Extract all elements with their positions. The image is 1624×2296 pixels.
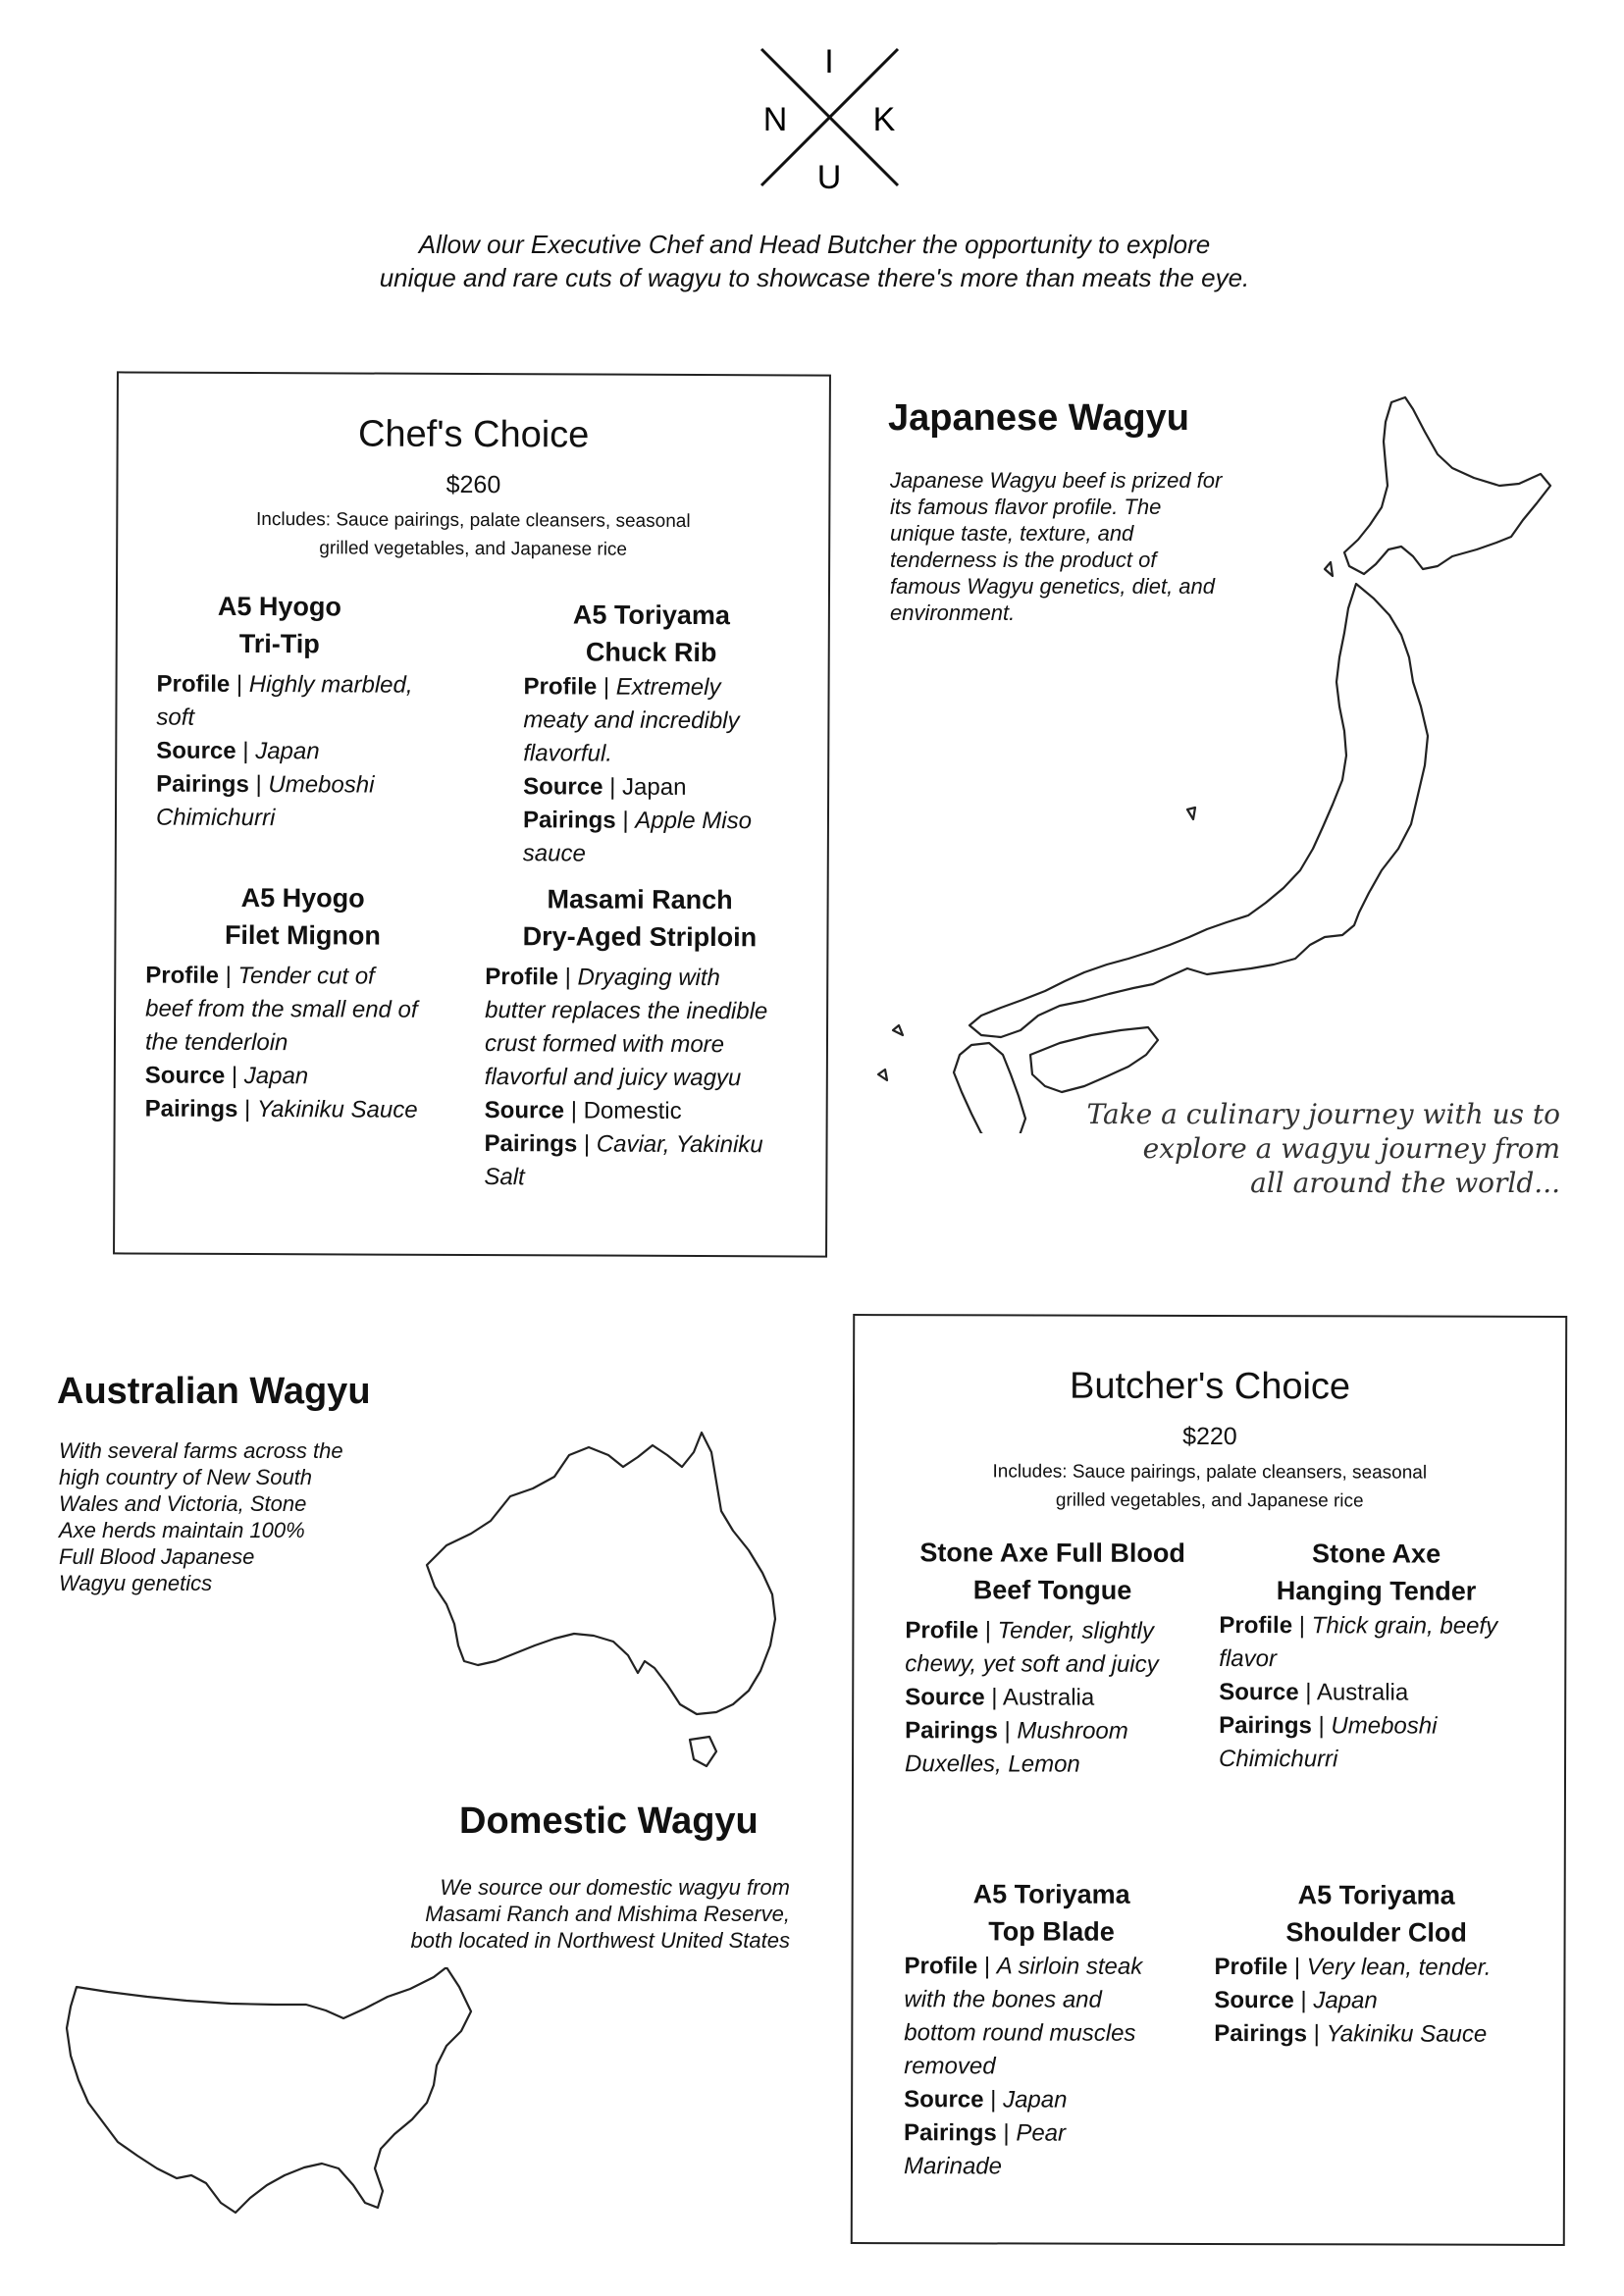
- item-source: Source | Japan: [144, 1062, 309, 1090]
- item-profile: Profile | A sirloin steak with the bones and bottom round muscles removed: [904, 1953, 1143, 2080]
- menu-item: [1214, 1876, 1552, 2052]
- item-name: Stone Axe Hanging Tender: [1276, 1539, 1477, 1606]
- item-name: Masami Ranch Dry-Aged Striploin: [522, 884, 758, 953]
- item-source: Source | Domestic: [484, 1097, 682, 1124]
- item-pairings: Pairings | Umeboshi Chimichurri: [155, 770, 375, 832]
- item-source: Source | Japan: [156, 737, 320, 765]
- menu-item: [484, 880, 818, 1195]
- chefs-choice-includes: [118, 504, 828, 564]
- australian-wagyu-title: Australian Wagyu: [57, 1371, 371, 1412]
- menu-item: [145, 879, 470, 1127]
- item-source: Source | Australia: [1219, 1679, 1409, 1706]
- usa-map: [49, 1967, 500, 2222]
- tagline: [275, 228, 1354, 294]
- item-profile: Profile | Tender, slightly chewy, yet soft and juicy: [905, 1617, 1159, 1678]
- item-source: Source | Japan: [1214, 1987, 1378, 2014]
- item-name: A5 Toriyama Chuck Rib: [572, 600, 730, 668]
- menu-item: [523, 596, 818, 871]
- item-pairings: Pairings | Pear Marinade: [903, 2119, 1067, 2180]
- logo-letter-i: I: [824, 43, 834, 80]
- item-name: A5 Toriyama Top Blade: [972, 1879, 1130, 1947]
- item-profile: Profile | Dryaging with butter replaces the inedible crust formed with more flavorful and juicy wagyu: [484, 964, 768, 1092]
- item-profile: Profile | Extremely meaty and incredibly flavorful.: [523, 673, 740, 767]
- item-pairings: Pairings | Yakiniku Sauce: [1214, 2020, 1488, 2048]
- includes-line: Includes: Sauce pairings, palate cleansers, seasonal: [255, 509, 691, 532]
- item-name: Stone Axe Full Blood Beef Tongue: [919, 1538, 1185, 1605]
- australian-wagyu-desc: With several farms across the high country of New South Wales and Victoria, Stone Axe herds maintain 100% Full Blood Japanese Wagyu genetics: [59, 1438, 343, 1595]
- item-source: Source | Japan: [523, 773, 687, 801]
- logo-mark: [754, 41, 906, 193]
- item-profile: Profile | Thick grain, beefy flavor: [1219, 1612, 1498, 1673]
- includes-line: grilled vegetables, and Japanese rice: [1055, 1489, 1364, 1512]
- butchers-choice-box: [851, 1314, 1567, 2246]
- item-pairings: Pairings | Caviar, Yakiniku Salt: [484, 1130, 763, 1191]
- item-name: A5 Hyogo Tri-Tip: [217, 591, 341, 659]
- logo-letter-n: N: [762, 101, 788, 138]
- chefs-choice-title: Chef's Choice: [357, 413, 590, 456]
- item-source: Source | Japan: [904, 2086, 1068, 2113]
- menu-item: [1219, 1535, 1553, 1777]
- butchers-choice-title: Butcher's Choice: [1069, 1365, 1351, 1408]
- journey-text: Take a culinary journey with us to explore a wagyu journey from all around the world...: [1086, 1098, 1560, 1199]
- domestic-wagyu-title: Domestic Wagyu: [459, 1800, 759, 1842]
- menu-item: [904, 1875, 1209, 2184]
- item-profile: Profile | Tender cut of beef from the small end of the tenderloin: [144, 962, 418, 1057]
- butchers-choice-price: $220: [1182, 1422, 1237, 1451]
- logo-letter-u: U: [816, 159, 842, 193]
- domestic-wagyu-desc: We source our domestic wagyu from Masami Ranch and Mishima Reserve, both located in Northwest United States: [410, 1875, 790, 1953]
- menu-item: [156, 588, 451, 836]
- chefs-choice-price: $260: [445, 470, 501, 499]
- item-pairings: Pairings | Mushroom Duxelles, Lemon: [905, 1717, 1128, 1778]
- niku-logo: [754, 41, 906, 193]
- includes-line: grilled vegetables, and Japanese rice: [319, 538, 628, 560]
- butchers-choice-includes: [855, 1457, 1565, 1516]
- japan-map: [864, 388, 1590, 1133]
- tagline-line: Allow our Executive Chef and Head Butcher the opportunity to explore: [418, 230, 1211, 259]
- chefs-choice-box: [113, 371, 831, 1257]
- item-name: A5 Hyogo Filet Mignon: [224, 882, 382, 951]
- menu-item: [905, 1534, 1210, 1782]
- logo-letter-k: K: [872, 101, 896, 138]
- item-name: A5 Toriyama Shoulder Clod: [1285, 1880, 1467, 1948]
- includes-line: Includes: Sauce pairings, palate cleansers, seasonal: [992, 1461, 1428, 1484]
- item-profile: Profile | Very lean, tender.: [1214, 1954, 1492, 1981]
- item-source: Source | Australia: [905, 1684, 1095, 1711]
- tagline-line: unique and rare cuts of wagyu to showcase there's more than meats the eye.: [379, 263, 1250, 292]
- item-pairings: Pairings | Umeboshi Chimichurri: [1219, 1712, 1438, 1773]
- australia-map: [417, 1428, 790, 1791]
- item-pairings: Pairings | Yakiniku Sauce: [144, 1095, 418, 1123]
- item-pairings: Pairings | Apple Miso sauce: [522, 807, 753, 867]
- item-profile: Profile | Highly marbled, soft: [156, 670, 413, 731]
- japanese-wagyu-title: Japanese Wagyu: [888, 397, 1189, 439]
- japanese-wagyu-desc: Japanese Wagyu beef is prized for its famous flavor profile. The unique taste, texture, and tenderness is the product of famous Wagyu genetics, diet, and environment.: [890, 468, 1223, 625]
